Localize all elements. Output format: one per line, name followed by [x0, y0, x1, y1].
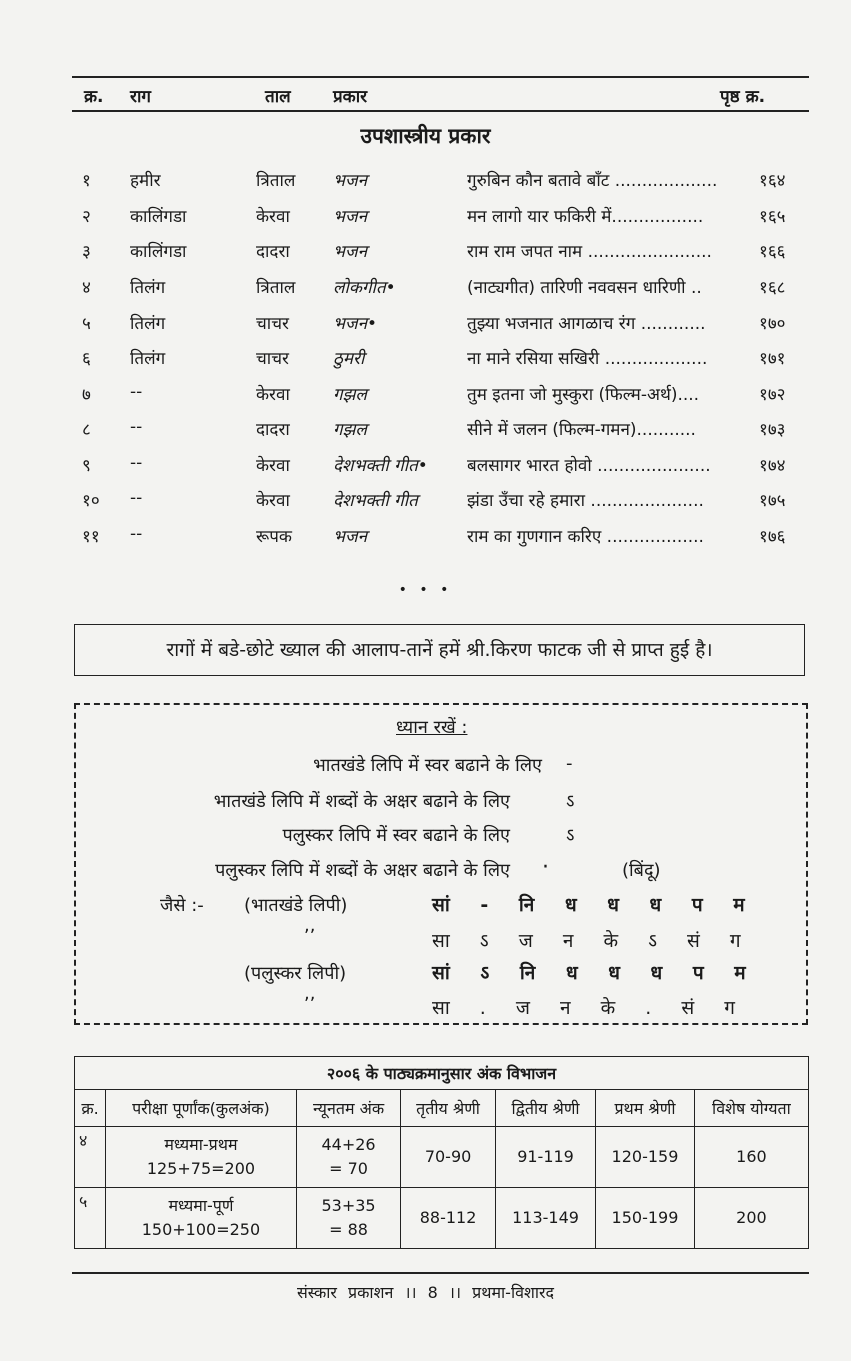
song-title: सीने में जलन (फिल्म-गमन)...........	[467, 420, 696, 440]
song-taal: केरवा	[256, 385, 290, 405]
footer-publisher: संस्कार प्रकाशन	[296, 1283, 394, 1302]
song-row	[0, 382, 851, 412]
song-no: ९	[82, 456, 91, 476]
section-title: उपशास्त्रीय प्रकार	[360, 124, 491, 148]
table-header-cell: द्वितीय श्रेणी	[495, 1090, 595, 1127]
song-no: ८	[82, 420, 91, 440]
song-page: १७३	[759, 420, 786, 440]
song-no: ६	[82, 349, 91, 369]
song-type: ठुमरी	[333, 349, 365, 369]
song-no: ५	[82, 314, 91, 334]
song-no: १	[82, 171, 91, 191]
song-row	[0, 524, 851, 554]
song-row	[0, 204, 851, 234]
notation-notice-box	[74, 703, 808, 1025]
credit-note: रागों में बडे-छोटे ख्याल की आलाप-तानें हमें श्री.किरण फाटक जी से प्राप्त हुई है।	[74, 624, 805, 676]
row-second: 91-119	[495, 1127, 595, 1188]
col-header-no: क्र.	[84, 87, 104, 107]
row-special: 200	[694, 1188, 808, 1249]
row-third: 88-112	[401, 1188, 496, 1249]
song-title: गुरुबिन कौन बतावे बाँट ...................	[467, 171, 718, 191]
song-no: ११	[82, 527, 100, 547]
song-row	[0, 275, 851, 305]
bhatkhande-words-line: सा ऽ ज न के ऽ सं ग	[432, 930, 753, 952]
bhatkhande-script-label: (भातखंडे लिपी)	[244, 895, 348, 916]
song-row	[0, 488, 851, 518]
ditto-mark: ,,	[304, 983, 316, 1004]
song-row	[0, 417, 851, 447]
song-raag: कालिंगडा	[130, 207, 187, 227]
song-raag: --	[130, 382, 143, 402]
song-type: गझल	[333, 420, 367, 440]
ditto-mark: ,,	[304, 915, 316, 936]
row-second: 113-149	[495, 1188, 595, 1249]
row-special: 160	[694, 1127, 808, 1188]
song-page: १६८	[759, 278, 786, 298]
footer-rule	[72, 1272, 809, 1274]
table-header-cell: क्र.	[75, 1090, 106, 1127]
row-exam	[106, 1127, 297, 1188]
song-title: (नाट्यगीत) तारिणी नववसन धारिणी ..	[467, 278, 702, 298]
song-taal: केरवा	[256, 207, 290, 227]
song-raag: तिलंग	[130, 314, 166, 334]
song-type: भजन	[333, 171, 367, 191]
min-marks-total: = 70	[329, 1159, 368, 1178]
song-raag: --	[130, 417, 143, 437]
song-type: देशभक्ती गीत•	[333, 456, 428, 476]
song-taal: रूपक	[256, 527, 292, 547]
song-title: झंडा उँचा रहे हमारा .....................	[467, 491, 704, 511]
song-taal: केरवा	[256, 456, 290, 476]
song-title: राम का गुणगान करिए ..................	[467, 527, 704, 547]
song-no: ७	[82, 385, 91, 405]
notice-rule-text: भातखंडे लिपि में स्वर बढाने के लिए	[313, 755, 542, 776]
song-taal: त्रिताल	[256, 278, 296, 298]
table-row	[75, 1188, 809, 1249]
section-separator: • • •	[398, 582, 453, 598]
page-number: ।। 8 ।।	[404, 1283, 462, 1302]
notice-rule-symbol: -	[566, 753, 573, 774]
bhatkhande-swar-line: सां - नि ध ध ध प म	[432, 894, 757, 916]
song-title: बलसागर भारत होवो .....................	[467, 456, 711, 476]
example-label: जैसे :-	[160, 895, 204, 916]
notice-heading: ध्यान रखें :	[396, 717, 468, 738]
song-raag: --	[130, 488, 143, 508]
table-row	[75, 1127, 809, 1188]
exam-total: 125+75=200	[146, 1159, 256, 1178]
exam-name: मध्यमा-पूर्ण	[168, 1196, 234, 1215]
notice-rule-note: (बिंदू)	[622, 860, 661, 881]
row-first: 150-199	[596, 1188, 695, 1249]
song-page: १७०	[759, 314, 786, 334]
song-taal: चाचर	[256, 349, 289, 369]
notice-rule-text: पलुस्कर लिपि में शब्दों के अक्षर बढाने के लिए	[215, 860, 510, 881]
song-page: १७६	[759, 527, 786, 547]
table-header-cell: तृतीय श्रेणी	[401, 1090, 496, 1127]
table-header-cell: विशेष योग्यता	[694, 1090, 808, 1127]
col-header-taal: ताल	[265, 87, 291, 107]
song-row	[0, 168, 851, 198]
song-type: गझल	[333, 385, 367, 405]
table-header-row	[75, 1090, 809, 1127]
header-rule	[72, 110, 809, 112]
song-taal: चाचर	[256, 314, 289, 334]
song-title: तुम इतना जो मुस्कुरा (फिल्म-अर्थ)....	[467, 385, 700, 405]
marks-distribution-table	[74, 1056, 809, 1249]
table-caption: २००६ के पाठ्यक्रमानुसार अंक विभाजन	[75, 1057, 809, 1090]
table-caption-row	[75, 1057, 809, 1090]
row-third: 70-90	[401, 1127, 496, 1188]
song-page: १७१	[759, 349, 786, 369]
song-no: ३	[82, 242, 91, 262]
notice-rule-symbol: ऽ	[566, 791, 575, 812]
song-type: लोकगीत•	[333, 278, 396, 298]
song-title: ना माने रसिया सखिरी ...................	[467, 349, 708, 369]
paluskar-words-line: सा . ज न के . सं ग	[432, 997, 747, 1019]
song-raag: --	[130, 524, 143, 544]
row-min	[296, 1188, 400, 1249]
top-rule	[72, 76, 809, 78]
footer-book-title: प्रथमा-विशारद	[472, 1283, 555, 1302]
table-header-cell: परीक्षा पूर्णांक(कुलअंक)	[106, 1090, 297, 1127]
song-type: भजन	[333, 242, 367, 262]
song-raag: कालिंगडा	[130, 242, 187, 262]
table-header-cell: न्यूनतम अंक	[296, 1090, 400, 1127]
song-page: १७२	[759, 385, 786, 405]
row-no: ५	[75, 1188, 106, 1249]
exam-total: 150+100=250	[141, 1220, 261, 1239]
paluskar-script-label: (पलुस्कर लिपी)	[244, 963, 347, 984]
notice-rule-text: भातखंडे लिपि में शब्दों के अक्षर बढाने के लिए	[213, 791, 510, 812]
row-exam	[106, 1188, 297, 1249]
paluskar-swar-line: सां ऽ नि ध ध ध प म	[432, 962, 758, 984]
song-row	[0, 311, 851, 341]
min-marks-sum: 53+35	[321, 1196, 376, 1215]
page-footer	[0, 1281, 851, 1303]
notice-rule-text: पलुस्कर लिपि में स्वर बढाने के लिए	[282, 825, 510, 846]
song-raag: --	[130, 453, 143, 473]
song-row	[0, 239, 851, 269]
min-marks-total: = 88	[329, 1220, 368, 1239]
song-page: १६६	[759, 242, 786, 262]
song-page: १७५	[759, 491, 786, 511]
song-raag: हमीर	[130, 171, 161, 191]
song-taal: दादरा	[256, 420, 290, 440]
song-page: १६५	[759, 207, 786, 227]
col-header-page: पृष्ठ क्र.	[720, 87, 766, 107]
song-taal: दादरा	[256, 242, 290, 262]
col-header-raag: राग	[130, 87, 151, 107]
song-type: भजन	[333, 527, 367, 547]
row-min	[296, 1127, 400, 1188]
notice-rule-symbol: ऽ	[566, 825, 575, 846]
song-row	[0, 346, 851, 376]
song-type: भजन	[333, 207, 367, 227]
table-header-cell: प्रथम श्रेणी	[596, 1090, 695, 1127]
song-raag: तिलंग	[130, 278, 166, 298]
song-taal: केरवा	[256, 491, 290, 511]
song-title: तुझ्या भजनात आगळाच रंग ............	[467, 314, 706, 334]
notice-rule-symbol: ·	[542, 855, 549, 880]
min-marks-sum: 44+26	[321, 1135, 376, 1154]
song-title: राम राम जपत नाम .......................	[467, 242, 712, 262]
song-taal: त्रिताल	[256, 171, 296, 191]
song-row	[0, 453, 851, 483]
song-no: १०	[82, 491, 100, 511]
exam-name: मध्यमा-प्रथम	[164, 1135, 238, 1154]
col-header-type: प्रकार	[333, 87, 368, 107]
row-no: ४	[75, 1127, 106, 1188]
song-no: ४	[82, 278, 91, 298]
song-type: भजन•	[333, 314, 378, 334]
song-page: १७४	[759, 456, 786, 476]
song-page: १६४	[759, 171, 786, 191]
row-first: 120-159	[596, 1127, 695, 1188]
song-no: २	[82, 207, 91, 227]
song-type: देशभक्ती गीत	[333, 491, 418, 511]
song-raag: तिलंग	[130, 349, 166, 369]
song-title: मन लागो यार फकिरी में.................	[467, 207, 704, 227]
